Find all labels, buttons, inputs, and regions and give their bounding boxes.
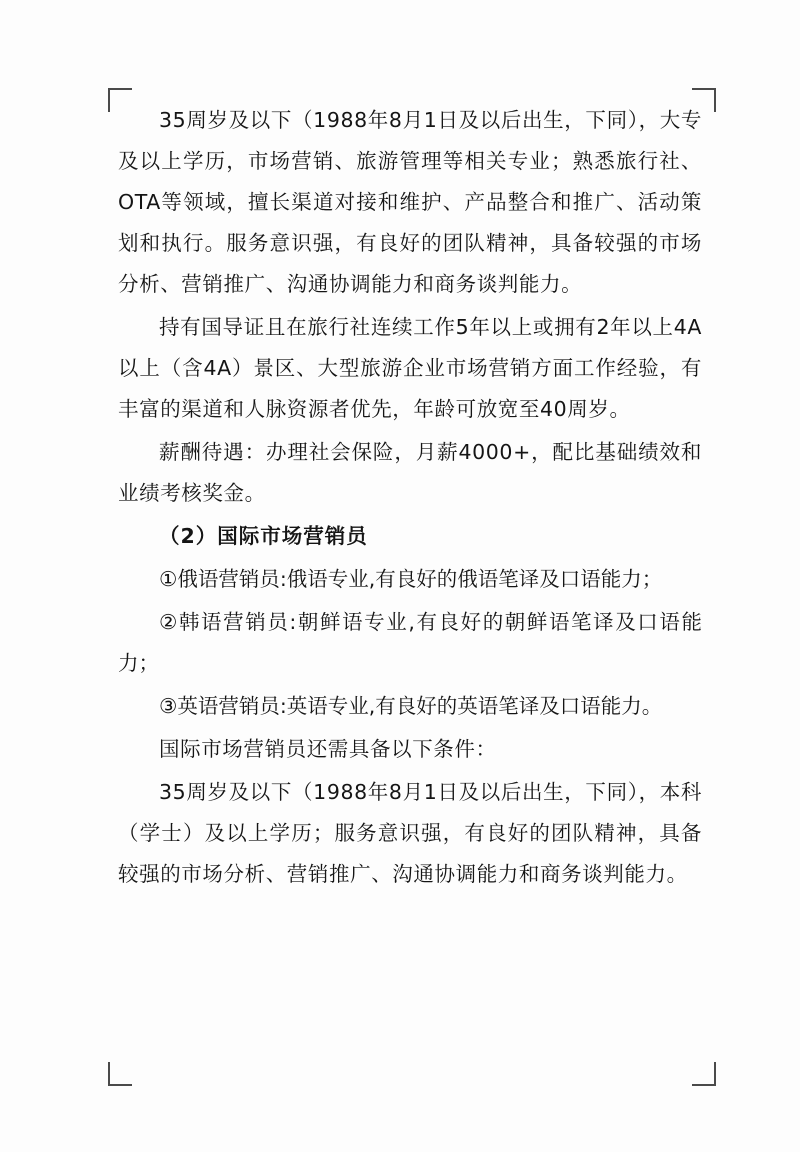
document-body [118,100,702,897]
paragraph-additional-conditions-detail: 35周岁及以下（1988年8月1日及以后出生，下同），本科（学士）及以上学历；服务意识强，有良好的团队精神，具备较强的市场分析、营销推广、沟通协调能力和商务谈判能力。 [118,780,702,886]
crop-mark-bottom-left [108,1062,132,1086]
paragraph-experience-requirements: 持有国导证且在旅行社连续工作5年以上或拥有2年以上4A以上（含4A）景区、大型旅游企业市场营销方面工作经验，有丰富的渠道和人脉资源者优先，年龄可放宽至40周岁。 [118,315,702,421]
paragraph-korean-marketer: ②韩语营销员:朝鲜语专业,有良好的朝鲜语笔译及口语能力； [118,610,702,675]
paragraph-russian-marketer: ①俄语营销员:俄语专业,有良好的俄语笔译及口语能力； [159,567,663,591]
paragraph-additional-conditions-intro: 国际市场营销员还需具备以下条件： [159,737,497,761]
paragraph-salary-benefits: 薪酬待遇：办理社会保险，月薪4000+，配比基础绩效和业绩考核奖金。 [118,440,702,505]
paragraph-age-education-requirements: 35周岁及以下（1988年8月1日及以后出生，下同），大专及以上学历，市场营销、旅游管理等相关专业；熟悉旅行社、OTA等领域，擅长渠道对接和维护、产品整合和推广、活动策划和执行。服务意识强，有良好的团队精神，具备较强的市场分析、营销推广、沟通协调能力和商务谈判能力。 [118,108,702,296]
crop-mark-bottom-right [692,1062,716,1086]
heading-international-marketer: （2）国际市场营销员 [159,524,368,548]
paragraph-english-marketer: ③英语营销员:英语专业,有良好的英语笔译及口语能力。 [159,694,663,718]
